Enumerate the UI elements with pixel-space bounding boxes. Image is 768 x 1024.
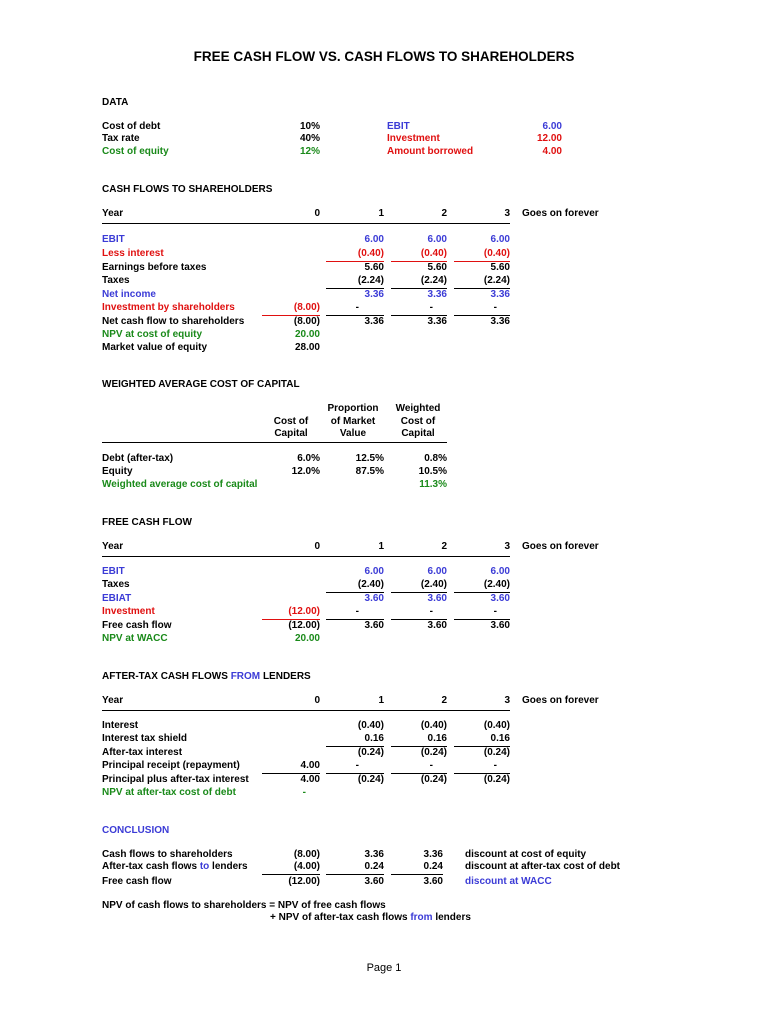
cfs-investment-y1: -	[355, 302, 359, 313]
lenders-total-y1: (0.24)	[357, 774, 384, 785]
fcf-investment-y3: -	[493, 606, 497, 617]
wacc-col1-line1: Cost of	[273, 416, 309, 427]
cfs-goes-on-forever: Goes on forever	[522, 208, 599, 219]
cfs-net-income-y2: 3.36	[427, 289, 447, 300]
fcf-ebiat-y3: 3.60	[490, 593, 510, 604]
lenders-principal-y2: -	[429, 760, 433, 771]
wacc-equity-weighted: 10.5%	[418, 466, 447, 477]
lenders-total-y2: (0.24)	[420, 774, 447, 785]
lenders-year-2: 2	[441, 695, 447, 706]
fcf-investment-y2: -	[429, 606, 433, 617]
cfs-ebt-y2: 5.60	[427, 262, 447, 273]
lenders-tax-shield-label: Interest tax shield	[102, 733, 188, 744]
investment-label: Investment	[387, 133, 440, 144]
lenders-heading: AFTER-TAX CASH FLOWS FROM LENDERS	[102, 671, 311, 682]
fcf-ebit-label: EBIT	[102, 566, 125, 577]
fcf-free-cash-flow-y2: 3.60	[427, 620, 447, 631]
tax-rate-value: 40%	[299, 133, 320, 144]
conclusion-underline-1	[326, 874, 384, 875]
lenders-tax-shield-y1: 0.16	[364, 733, 384, 744]
tax-rate-label: Tax rate	[102, 133, 140, 144]
lenders-after-tax-interest-y3: (0.24)	[483, 747, 510, 758]
conclusion-shareholders-y2: 3.36	[423, 849, 443, 860]
cfs-ebt-y3: 5.60	[490, 262, 510, 273]
wacc-debt-label: Debt (after-tax)	[102, 453, 174, 464]
cfs-net-income-y3: 3.36	[490, 289, 510, 300]
lenders-total-label: Principal plus after-tax interest	[102, 774, 249, 785]
wacc-debt-proportion: 12.5%	[355, 453, 384, 464]
cfs-less-interest-y1: (0.40)	[357, 248, 384, 259]
conclusion-lenders-y0: (4.00)	[293, 861, 320, 872]
cost-of-equity-value: 12%	[299, 146, 320, 157]
fcf-taxes-label: Taxes	[102, 579, 130, 590]
cfs-taxes-label: Taxes	[102, 275, 130, 286]
lenders-interest-y3: (0.40)	[483, 720, 510, 731]
wacc-equity-cost: 12.0%	[291, 466, 320, 477]
cfs-npv-label: NPV at cost of equity	[102, 329, 203, 340]
cfs-taxes-y2: (2.24)	[420, 275, 447, 286]
fcf-heading: FREE CASH FLOW	[102, 517, 192, 528]
wacc-col3-line3: Capital	[401, 428, 435, 439]
cfs-less-interest-y3: (0.40)	[483, 248, 510, 259]
cost-of-debt-value: 10%	[299, 121, 320, 132]
fcf-header-divider	[102, 556, 510, 557]
conclusion-lenders-y1: 0.24	[364, 861, 384, 872]
fcf-ebit-y1: 6.00	[364, 566, 384, 577]
fcf-year-0: 0	[314, 541, 320, 552]
cfs-year-1: 1	[378, 208, 384, 219]
npv-equation-line2: + NPV of after-tax cash flows from lenders	[270, 912, 471, 923]
lenders-principal-y1: -	[355, 760, 359, 771]
lenders-year-3: 3	[504, 695, 510, 706]
cfs-less-interest-label: Less interest	[102, 248, 164, 259]
wacc-col2-line1: Proportion	[327, 403, 379, 414]
fcf-year-2: 2	[441, 541, 447, 552]
fcf-ebiat-y1: 3.60	[364, 593, 384, 604]
conclusion-fcf-y2: 3.60	[423, 876, 443, 887]
conclusion-fcf-label: Free cash flow	[102, 876, 172, 887]
fcf-ebiat-y2: 3.60	[427, 593, 447, 604]
fcf-investment-y0: (12.00)	[288, 606, 320, 617]
lenders-interest-y1: (0.40)	[357, 720, 384, 731]
cfs-net-cash-y2: 3.36	[427, 316, 447, 327]
cfs-investment-label: Investment by shareholders	[102, 302, 235, 313]
cost-of-debt-label: Cost of debt	[102, 121, 161, 132]
ebit-label: EBIT	[387, 121, 410, 132]
conclusion-underline-0	[262, 874, 320, 875]
fcf-investment-y1: -	[355, 606, 359, 617]
amount-borrowed-label: Amount borrowed	[387, 146, 474, 157]
cfs-net-cash-y1: 3.36	[364, 316, 384, 327]
conclusion-shareholders-y0: (8.00)	[293, 849, 320, 860]
conclusion-lenders-label: After-tax cash flows to lenders	[102, 861, 248, 872]
cfs-net-cash-y3: 3.36	[490, 316, 510, 327]
cfs-npv-y0: 20.00	[294, 329, 320, 340]
wacc-equity-label: Equity	[102, 466, 133, 477]
fcf-goes-on-forever: Goes on forever	[522, 541, 599, 552]
fcf-year-1: 1	[378, 541, 384, 552]
lenders-npv-label: NPV at after-tax cost of debt	[102, 787, 236, 798]
page-title: FREE CASH FLOW VS. CASH FLOWS TO SHAREHOLDERS	[193, 49, 575, 64]
cfs-ebit-y2: 6.00	[427, 234, 447, 245]
fcf-year-label: Year	[102, 541, 124, 552]
lenders-after-tax-interest-label: After-tax interest	[102, 747, 183, 758]
conclusion-shareholders-label: Cash flows to shareholders	[102, 849, 233, 860]
fcf-free-cash-flow-y1: 3.60	[364, 620, 384, 631]
conclusion-shareholders-y1: 3.36	[364, 849, 384, 860]
fcf-investment-label: Investment	[102, 606, 155, 617]
fcf-ebit-y2: 6.00	[427, 566, 447, 577]
lenders-header-divider	[102, 710, 510, 711]
wacc-debt-weighted: 0.8%	[424, 453, 447, 464]
fcf-free-cash-flow-label: Free cash flow	[102, 620, 172, 631]
conclusion-lenders-note: discount at after-tax cost of debt	[465, 861, 621, 872]
fcf-free-cash-flow-y0: (12.00)	[288, 620, 320, 631]
lenders-after-tax-interest-y2: (0.24)	[420, 747, 447, 758]
lenders-principal-label: Principal receipt (repayment)	[102, 760, 240, 771]
ebit-value: 6.00	[542, 121, 562, 132]
npv-equation-line1: NPV of cash flows to shareholders = NPV of free cash flows	[102, 900, 386, 911]
cfs-investment-y0: (8.00)	[293, 302, 320, 313]
fcf-taxes-y2: (2.40)	[420, 579, 447, 590]
cfs-taxes-y3: (2.24)	[483, 275, 510, 286]
lenders-npv-y0: -	[302, 787, 306, 798]
conclusion-fcf-y0: (12.00)	[288, 876, 320, 887]
cfs-net-cash-y0: (8.00)	[293, 316, 320, 327]
lenders-interest-y2: (0.40)	[420, 720, 447, 731]
fcf-year-3: 3	[504, 541, 510, 552]
lenders-principal-y3: -	[493, 760, 497, 771]
lenders-year-label: Year	[102, 695, 124, 706]
lenders-tax-shield-y3: 0.16	[490, 733, 510, 744]
conclusion-fcf-note: discount at WACC	[465, 876, 552, 887]
fcf-ebit-y3: 6.00	[490, 566, 510, 577]
fcf-ebiat-label: EBIAT	[102, 593, 132, 604]
page-footer: Page 1	[366, 962, 402, 974]
wacc-total-label: Weighted average cost of capital	[102, 479, 258, 490]
conclusion-heading: CONCLUSION	[102, 825, 170, 836]
data-heading: DATA	[102, 97, 129, 108]
wacc-col3-line1: Weighted	[395, 403, 441, 414]
lenders-total-y3: (0.24)	[483, 774, 510, 785]
cfs-ebit-y1: 6.00	[364, 234, 384, 245]
fcf-npv-y0: 20.00	[294, 633, 320, 644]
fcf-free-cash-flow-y3: 3.60	[490, 620, 510, 631]
lenders-year-0: 0	[314, 695, 320, 706]
conclusion-underline-2	[391, 874, 443, 875]
cfs-net-cash-label: Net cash flow to shareholders	[102, 316, 245, 327]
cfs-heading: CASH FLOWS TO SHAREHOLDERS	[102, 184, 273, 195]
conclusion-lenders-y2: 0.24	[423, 861, 443, 872]
lenders-principal-y0: 4.00	[300, 760, 320, 771]
cfs-ebt-label: Earnings before taxes	[102, 262, 207, 273]
cfs-year-3: 3	[504, 208, 510, 219]
wacc-heading: WEIGHTED AVERAGE COST OF CAPITAL	[102, 379, 300, 390]
cfs-less-interest-y2: (0.40)	[420, 248, 447, 259]
cfs-market-value-label: Market value of equity	[102, 342, 208, 353]
fcf-taxes-y1: (2.40)	[357, 579, 384, 590]
cfs-net-income-label: Net income	[102, 289, 156, 300]
conclusion-fcf-y1: 3.60	[364, 876, 384, 887]
cfs-investment-y2: -	[429, 302, 433, 313]
cfs-ebt-y1: 5.60	[364, 262, 384, 273]
cfs-year-label: Year	[102, 208, 124, 219]
cfs-taxes-y1: (2.24)	[357, 275, 384, 286]
wacc-col2-line3: Value	[339, 428, 367, 439]
lenders-tax-shield-y2: 0.16	[427, 733, 447, 744]
wacc-equity-proportion: 87.5%	[355, 466, 384, 477]
wacc-debt-cost: 6.0%	[297, 453, 320, 464]
cfs-header-divider	[102, 223, 510, 224]
fcf-taxes-y3: (2.40)	[483, 579, 510, 590]
cfs-investment-y3: -	[493, 302, 497, 313]
cost-of-equity-label: Cost of equity	[102, 146, 169, 157]
cfs-ebit-label: EBIT	[102, 234, 125, 245]
conclusion-shareholders-note: discount at cost of equity	[465, 849, 587, 860]
lenders-interest-label: Interest	[102, 720, 139, 731]
cfs-ebit-y3: 6.00	[490, 234, 510, 245]
wacc-total-value: 11.3%	[419, 479, 447, 490]
cfs-year-2: 2	[441, 208, 447, 219]
investment-value: 12.00	[536, 133, 562, 144]
cfs-net-income-y1: 3.36	[364, 289, 384, 300]
cfs-year-0: 0	[314, 208, 320, 219]
cfs-market-value-y0: 28.00	[294, 342, 320, 353]
lenders-year-1: 1	[378, 695, 384, 706]
wacc-col3-line2: Cost of	[400, 416, 436, 427]
fcf-npv-label: NPV at WACC	[102, 633, 168, 644]
lenders-after-tax-interest-y1: (0.24)	[357, 747, 384, 758]
wacc-col2-line2: of Market	[330, 416, 376, 427]
wacc-header-divider	[102, 442, 447, 443]
lenders-goes-on-forever: Goes on forever	[522, 695, 599, 706]
amount-borrowed-value: 4.00	[542, 146, 562, 157]
lenders-total-y0: 4.00	[300, 774, 320, 785]
wacc-col1-line2: Capital	[274, 428, 308, 439]
